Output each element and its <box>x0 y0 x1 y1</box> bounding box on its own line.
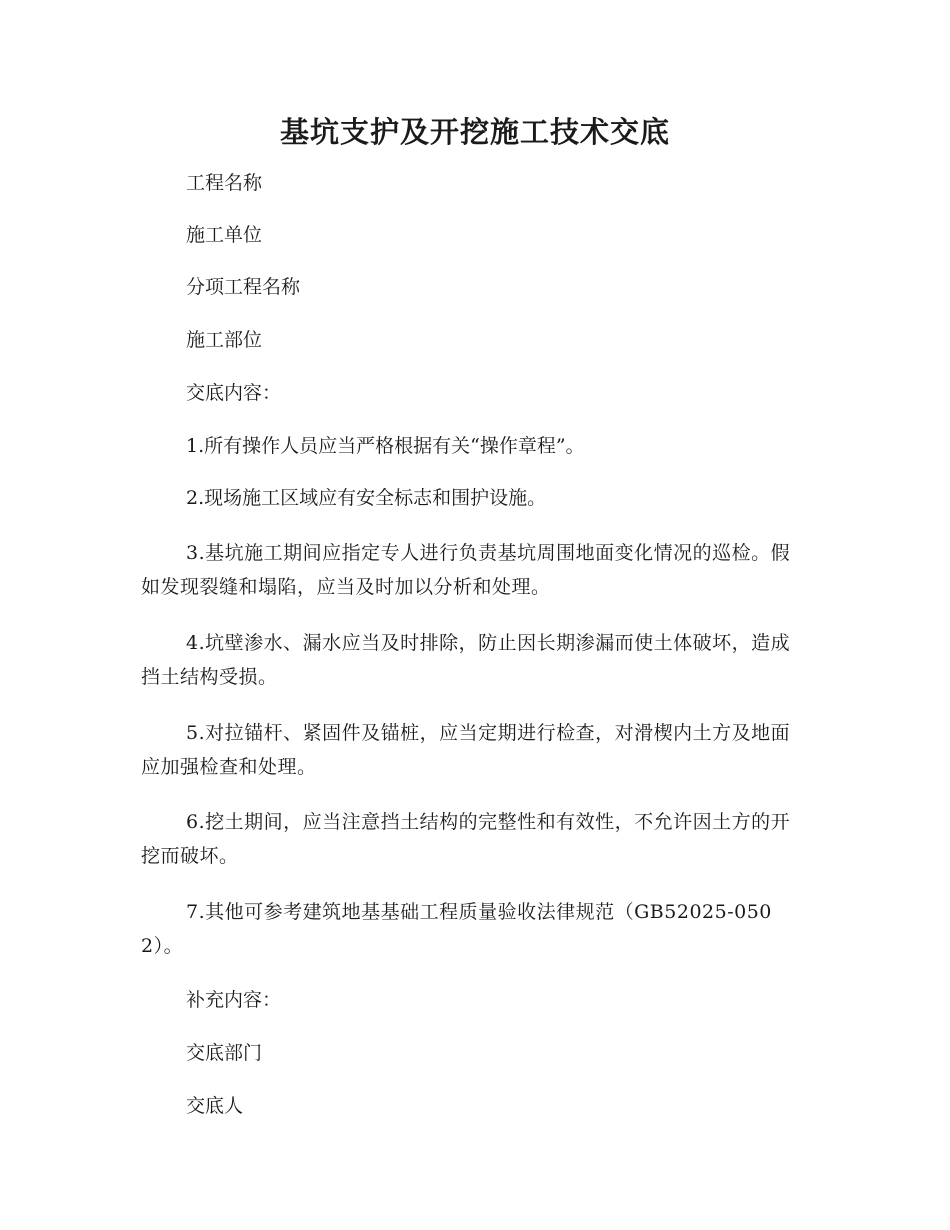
item-1: 1.所有操作人员应当严格根据有关“操作章程”。 <box>186 435 585 457</box>
field-sub-project-name: 分项工程名称 <box>186 276 301 298</box>
item-7: 7.其他可参考建筑地基基础工程质量验收法律规范（GB52025-0502）。 <box>141 901 772 957</box>
supplement-label: 补充内容： <box>186 989 282 1011</box>
document-title: 基坑支护及开挖施工技术交底 <box>279 115 670 149</box>
content-label: 交底内容： <box>186 382 282 404</box>
item-2: 2.现场施工区域应有安全标志和围护设施。 <box>186 487 547 509</box>
field-construction-unit: 施工单位 <box>186 224 263 246</box>
item-3: 3.基坑施工期间应指定专人进行负责基坑周围地面变化情况的巡检。假如发现裂缝和塌陷，应当及时加以分析和处理。 <box>141 542 791 598</box>
field-project-name: 工程名称 <box>186 172 263 194</box>
item-4: 4.坑壁渗水、漏水应当及时排除，防止因长期渗漏而使土体破坏，造成挡土结构受损。 <box>141 632 791 688</box>
item-6: 6.挖土期间，应当注意挡土结构的完整性和有效性，不允许因土方的开挖而破坏。 <box>141 811 791 867</box>
footer-department: 交底部门 <box>186 1042 263 1064</box>
item-5: 5.对拉锚杆、紧固件及锚桩，应当定期进行检查，对滑楔内土方及地面应加强检查和处理。 <box>141 722 791 778</box>
footer-person: 交底人 <box>186 1095 244 1117</box>
field-construction-location: 施工部位 <box>186 329 263 351</box>
